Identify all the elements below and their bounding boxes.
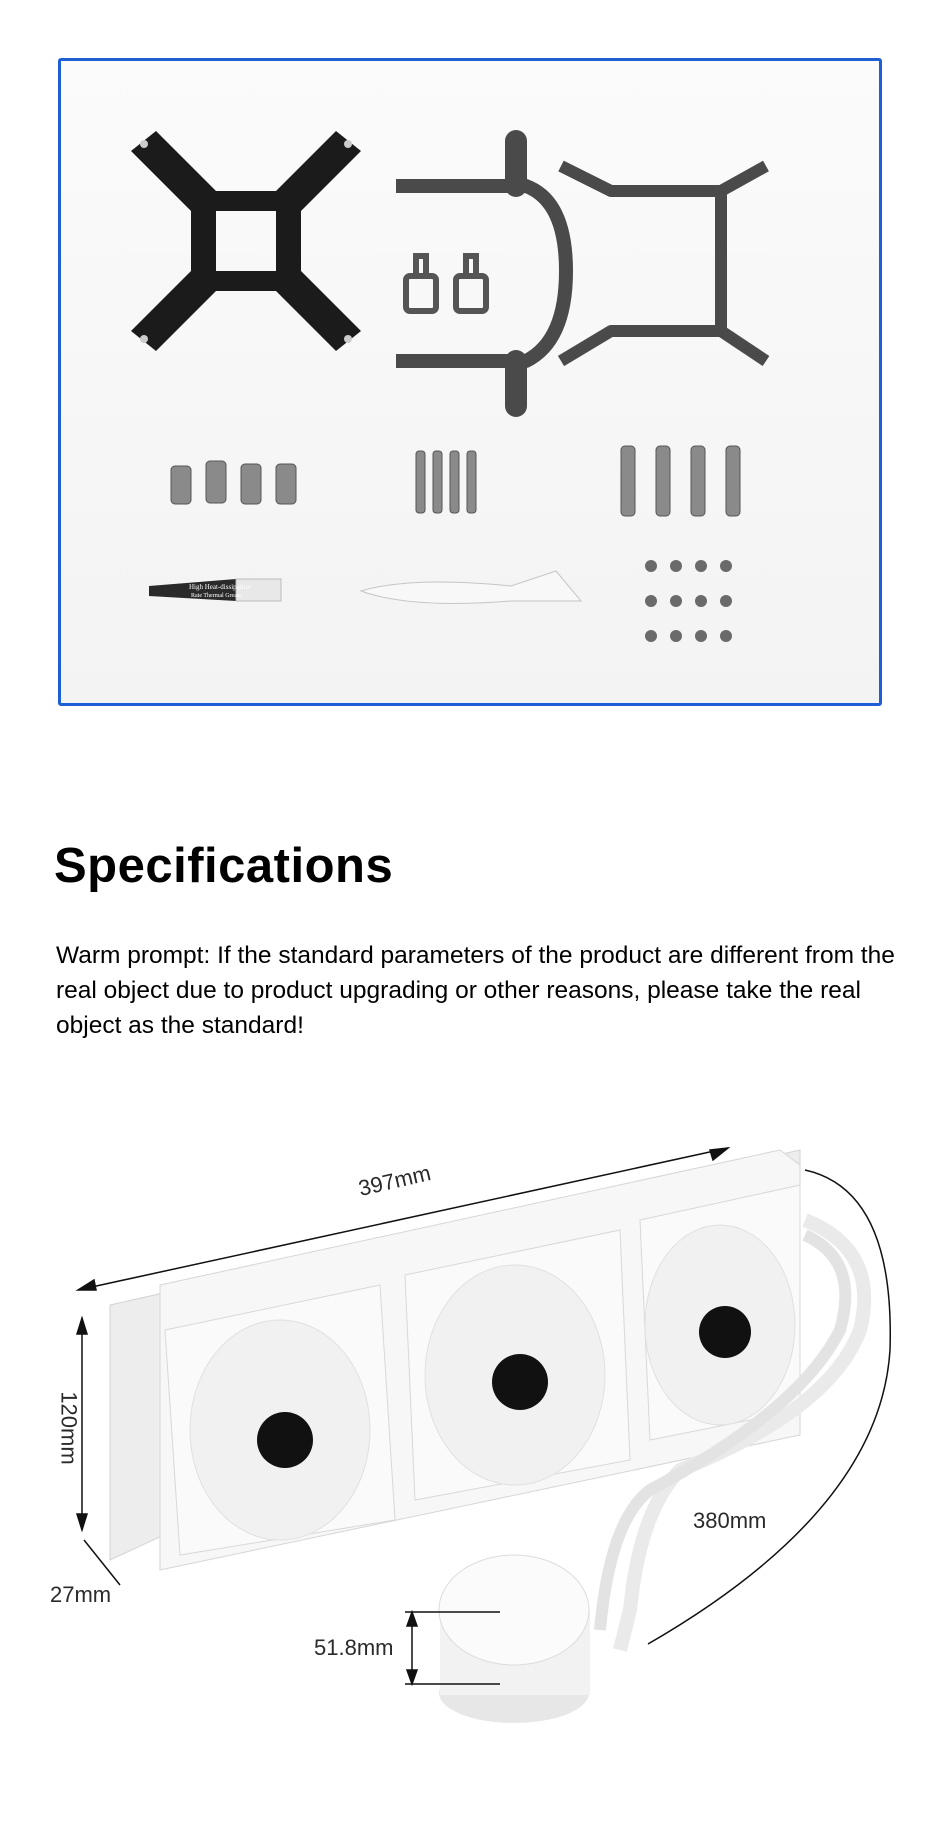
spatula	[361, 571, 581, 603]
screw-set-2	[416, 451, 476, 513]
pump	[439, 1555, 590, 1723]
clip-pieces	[406, 256, 486, 311]
small-screws	[645, 560, 732, 642]
cooler-illustration	[0, 1090, 950, 1827]
screw-set-1	[171, 461, 296, 504]
intel-bracket	[561, 166, 766, 361]
backplate-bracket	[131, 131, 361, 351]
accessories-photo	[58, 58, 882, 706]
length-dimension: 397mm	[356, 1160, 434, 1201]
grease-label-line2: Rate Thermal Grease	[191, 593, 242, 599]
thermal-grease-syringe	[149, 579, 281, 601]
accessories-illustration	[61, 61, 882, 706]
radiator	[110, 1150, 800, 1570]
grease-label-line1: High Heat-dissipation	[189, 583, 251, 591]
height-dimension: 120mm	[56, 1391, 82, 1465]
specifications-title: Specifications	[54, 839, 394, 893]
product-dimension-image	[0, 1090, 950, 1827]
tube-dimension: 380mm	[693, 1508, 767, 1533]
thickness-dimension: 27mm	[50, 1582, 112, 1607]
pump-height-dimension: 51.8mm	[314, 1635, 394, 1660]
screw-set-3	[621, 446, 740, 516]
specifications-note: Warm prompt: If the standard parameters of the product are different from the real object due to product upgrading or other reasons, please take the real object as the standard!	[56, 942, 895, 1039]
